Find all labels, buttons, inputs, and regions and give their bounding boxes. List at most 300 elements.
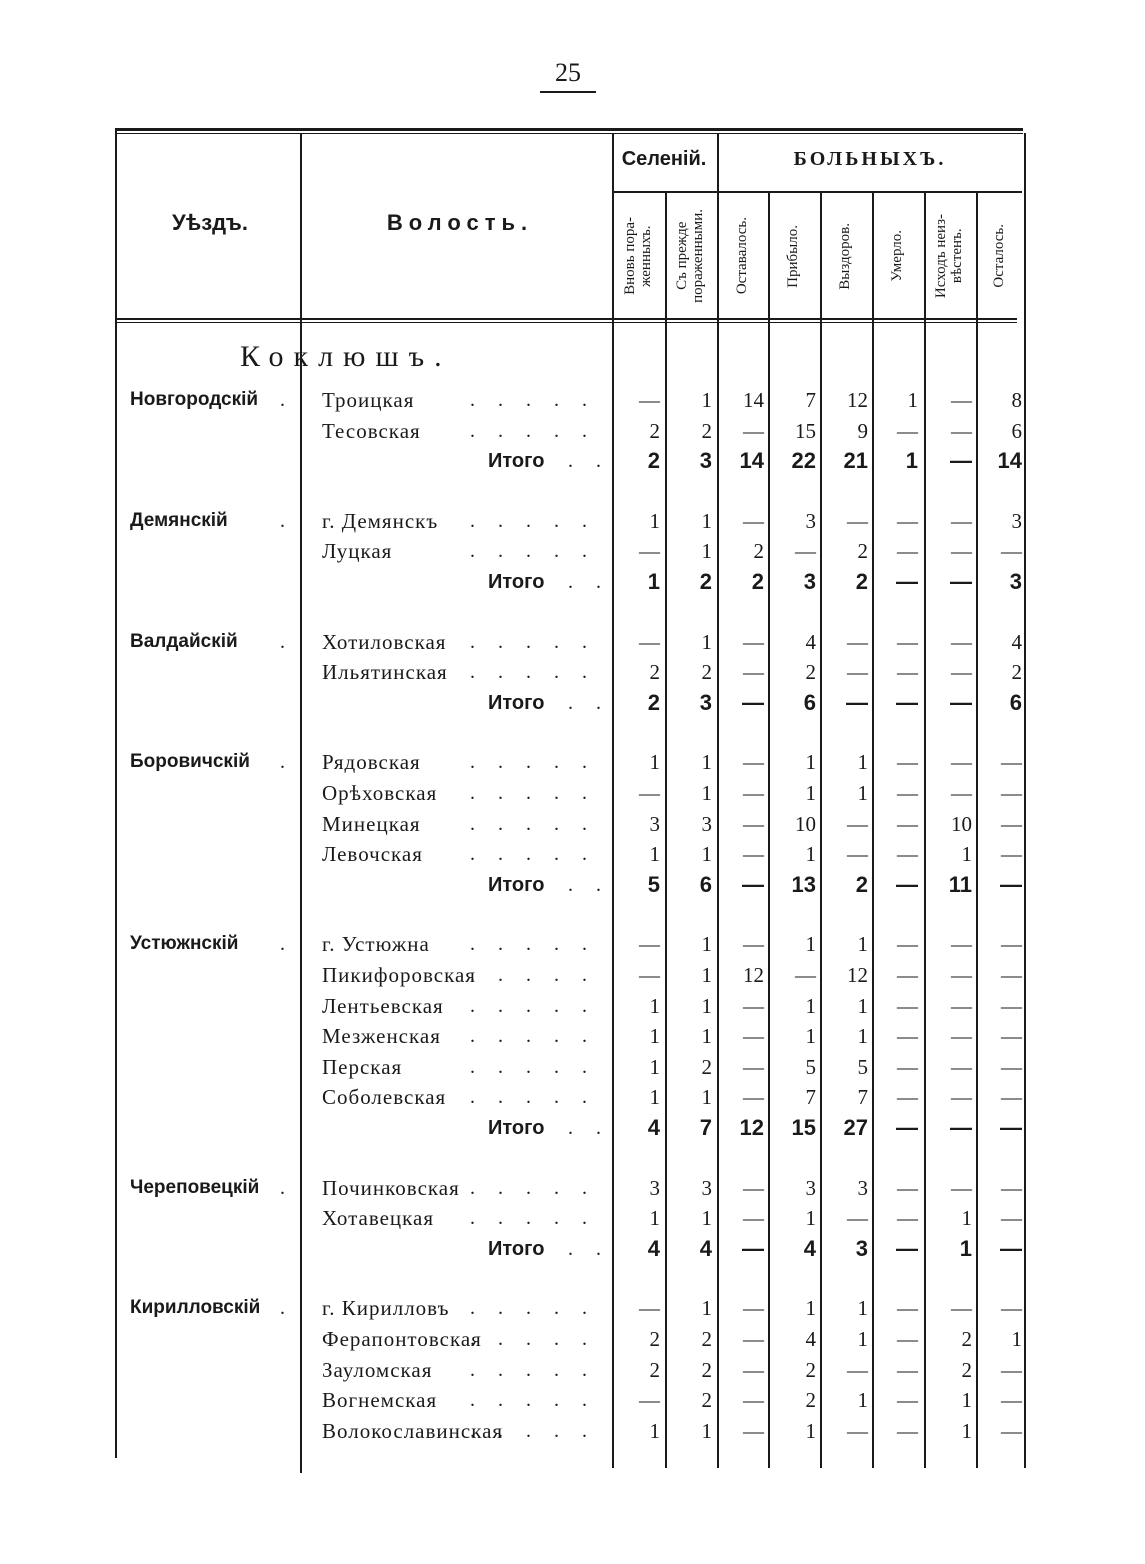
table-row [0,416,1145,446]
total-value-cell: — [742,689,764,715]
value-cell: 1 [649,1206,660,1231]
total-value-cell: — [1000,1115,1022,1140]
column-header [820,196,872,316]
value-cell: 4 [1011,629,1022,654]
value-cell: — [1001,1388,1022,1413]
value-cell: 1 [857,750,868,775]
total-value-cell: — [950,689,972,715]
total-value-cell: 3 [803,569,816,594]
value-cell: — [743,1327,764,1351]
value-cell: — [951,1175,972,1200]
value-cell: 1 [701,963,712,987]
total-label: Итого [488,450,545,473]
page-number: 25 [540,58,596,93]
table-row [0,1173,1145,1203]
value-cell: 2 [701,1327,712,1351]
value-cell: 1 [907,388,918,412]
section-title: Коклюшъ. [240,340,452,373]
value-cell: — [897,1327,918,1351]
value-cell: — [897,1206,918,1231]
value-cell: 1 [805,1418,816,1443]
value-cell: 1 [701,1085,712,1110]
total-label: Итого [488,571,545,593]
total-value-cell: 21 [843,448,868,474]
column-header-label: Съ прежде пораженными. [674,209,706,303]
value-cell: — [639,388,660,412]
value-cell: 12 [847,963,868,987]
leader-dots: . . . . . [470,812,596,835]
uezd-name: Устюжнскій [130,933,239,955]
total-value-cell: 5 [647,871,660,897]
leader-dots: . . . . . [470,509,596,532]
value-cell: 12 [847,388,868,412]
table-row [0,506,1145,536]
leader-dots: . . . . . [470,1176,596,1199]
table-row [0,1021,1145,1051]
value-cell: 1 [961,1206,972,1231]
value-cell: 8 [1011,388,1022,412]
value-cell: 1 [701,1206,712,1231]
value-cell: 2 [1011,660,1022,685]
value-cell: 2 [961,1357,972,1382]
total-value-cell: — [742,871,764,897]
value-cell: 1 [701,388,712,412]
top-rule-thin [115,133,1023,134]
value-cell: 1 [701,750,712,775]
value-cell: 2 [701,1357,712,1382]
value-cell: — [743,1054,764,1079]
value-cell: 1 [701,842,712,867]
value-cell: — [639,932,660,957]
value-cell: 1 [649,750,660,775]
total-value-cell: 15 [791,1115,816,1140]
table-row [0,1203,1145,1233]
total-value-cell: 4 [647,1235,660,1261]
volost-name: Соболевская [322,1085,447,1110]
value-cell: — [897,539,918,564]
column-header-label: Умерло. [889,230,906,282]
column-header [768,196,820,316]
volost-name: г. Демянскъ [322,508,439,533]
volost-name: Перская [322,1054,403,1079]
column-header [872,196,924,316]
table-row [0,1324,1145,1354]
value-cell: — [1001,1054,1022,1079]
value-cell: 1 [649,1024,660,1049]
total-value-cell: 4 [647,1115,660,1140]
total-value-cell: — [896,569,918,594]
total-value-cell: 14 [739,448,764,474]
value-cell: 3 [857,1175,868,1200]
total-value-cell: 13 [791,871,816,897]
value-cell: 14 [743,388,764,412]
leader-dot: . [280,1297,285,1320]
value-cell: 3 [1011,508,1022,533]
leader-dot: . [280,509,285,532]
value-cell: 3 [805,508,816,533]
value-cell: — [897,963,918,987]
total-value-cell: 14 [997,448,1022,474]
value-cell: — [743,418,764,443]
value-cell: 6 [1011,418,1022,443]
value-cell: — [795,539,816,564]
table-row [0,1052,1145,1082]
value-cell: — [897,508,918,533]
total-value-cell: 27 [843,1115,868,1140]
value-cell: — [743,660,764,685]
total-value-cell: — [950,448,972,474]
leader-dots: . . . . . [470,1025,596,1048]
leader-dots: . . . . . [470,1419,596,1442]
uezd-column-header: Уѣздъ. [172,210,248,235]
value-cell: — [897,1024,918,1049]
leader-dots: . . . . . [470,751,596,774]
total-value-cell: 4 [699,1235,712,1261]
value-cell: 1 [701,1418,712,1443]
value-cell: — [1001,993,1022,1018]
volost-name: Починковская [322,1175,460,1200]
value-cell: 1 [1011,1327,1022,1351]
column-header-label: Осталось. [991,224,1008,288]
value-cell: 5 [857,1054,868,1079]
value-cell: 9 [857,418,868,443]
value-cell: 1 [701,629,712,654]
uezd-name: Боровичскій [130,751,250,773]
total-value-cell: 2 [751,569,764,594]
value-cell: — [951,629,972,654]
total-value-cell: 2 [647,448,660,474]
volost-name: г. Кирилловъ [322,1296,450,1321]
value-cell: — [1001,1296,1022,1321]
value-cell: 2 [753,539,764,564]
value-cell: — [743,1085,764,1110]
uezd-name: Кирилловскій [130,1297,261,1319]
value-cell: 1 [961,1388,972,1413]
value-cell: — [897,750,918,775]
value-cell: — [1001,539,1022,564]
value-cell: 1 [857,993,868,1018]
column-header [717,196,768,316]
total-value-cell: 2 [699,569,712,594]
value-cell: 1 [701,932,712,957]
leader-dots: . . . . . [470,782,596,804]
volost-name: Хотавецкая [322,1206,435,1231]
value-cell: — [1001,963,1022,987]
column-header [612,196,665,316]
value-cell: — [743,1206,764,1231]
value-cell: — [743,1024,764,1049]
total-value-cell: 2 [855,569,868,594]
value-cell: — [897,993,918,1018]
value-cell: — [897,811,918,836]
total-value-cell: 1 [959,1235,972,1261]
total-value-cell: 6 [1009,689,1022,715]
value-cell: 2 [805,660,816,685]
value-cell: 2 [701,1388,712,1413]
value-cell: — [897,629,918,654]
value-cell: 4 [805,629,816,654]
value-cell: — [639,1296,660,1321]
value-cell: 2 [701,1054,712,1079]
value-cell: — [897,660,918,685]
leader-dots: . . . . . [470,419,596,442]
volost-name: Минецкая [322,811,421,836]
value-cell: 7 [805,388,816,412]
total-value-cell: 7 [699,1115,712,1140]
value-cell: — [1001,1418,1022,1443]
value-cell: — [847,1418,868,1443]
value-cell: — [951,1085,972,1110]
value-cell: 3 [649,1175,660,1200]
value-cell: 1 [805,1024,816,1049]
header-bottom-rule-2 [115,322,1017,323]
value-cell: — [897,1357,918,1382]
total-value-cell: 11 [948,871,972,897]
value-cell: 2 [649,1327,660,1351]
uezd-name: Новгородскій [130,389,259,410]
leader-dot: . [280,389,285,411]
column-header-label: Прибыло. [785,224,802,288]
volost-name: Ферапонтовская [322,1327,482,1351]
leader-dots: . . . . . [470,1328,596,1350]
volost-name: Левочская [322,842,423,867]
value-cell: 1 [805,750,816,775]
table-row [0,778,1145,808]
value-cell: 1 [701,508,712,533]
value-cell: 3 [701,1175,712,1200]
uezd-name: Валдайскій [130,630,238,652]
value-cell: 1 [701,781,712,805]
value-cell: 7 [805,1085,816,1110]
value-cell: — [1001,1206,1022,1231]
value-cell: — [951,750,972,775]
value-cell: — [639,963,660,987]
total-value-cell: — [1000,871,1022,897]
value-cell: — [951,1024,972,1049]
leader-dots: . . . . . [470,661,596,684]
value-cell: 1 [857,781,868,805]
volost-name: Хотиловская [322,629,447,654]
column-header-label: Исходъ неиз- вѣстенъ. [933,213,965,299]
volost-name: Лентьевская [322,993,444,1018]
value-cell: — [897,1054,918,1079]
value-cell: — [639,1388,660,1413]
leader-dots: . . . . . [470,540,596,563]
value-cell: — [897,781,918,805]
total-label: Итого [488,1237,545,1260]
volost-name: Луцкая [322,539,393,564]
table-row [0,385,1145,415]
value-cell: 2 [649,1357,660,1382]
value-cell: — [1001,932,1022,957]
value-cell: 1 [961,1418,972,1443]
leader-dot: . [280,933,285,956]
volost-name: Троицкая [322,388,415,412]
value-cell: — [743,1357,764,1382]
value-cell: — [847,842,868,867]
value-cell: — [743,750,764,775]
value-cell: 1 [857,932,868,957]
total-value-cell: 1 [905,448,918,474]
leader-dots: . . . . . [470,1086,596,1109]
total-value-cell: — [846,689,868,715]
value-cell: 2 [805,1357,816,1382]
value-cell: — [1001,811,1022,836]
leader-dots: . . . . . [470,1207,596,1230]
value-cell: — [897,1175,918,1200]
total-value-cell: — [896,871,918,897]
value-cell: — [743,1175,764,1200]
value-cell: — [1001,1024,1022,1049]
total-value-cell: 6 [803,689,816,715]
total-value-cell: 1 [647,569,660,594]
value-cell: — [743,993,764,1018]
leader-dots: . . . . . [470,389,596,411]
table-row [0,1385,1145,1415]
value-cell: 1 [805,842,816,867]
value-cell: — [951,963,972,987]
value-cell: — [897,842,918,867]
total-value-cell: — [950,1115,972,1140]
value-cell: 1 [701,993,712,1018]
value-cell: 2 [805,1388,816,1413]
leader-dots: . . . . . [470,1055,596,1078]
volost-name: Рядовская [322,750,421,775]
value-cell: — [743,508,764,533]
value-cell: 1 [857,1024,868,1049]
leader-dots: . . [568,450,610,473]
value-cell: — [897,1418,918,1443]
column-header-label: Вновь пора- женныхъ. [621,217,654,295]
value-cell: — [847,660,868,685]
value-cell: — [951,993,972,1018]
leader-dots: . . . . . [470,1389,596,1412]
value-cell: 1 [649,1418,660,1443]
total-row [0,567,1145,597]
column-header [665,196,717,316]
total-row [0,688,1145,718]
villages-group-header: Селеній. [621,148,707,170]
table-row [0,991,1145,1021]
leader-dots: . . [568,571,610,593]
value-cell: — [743,629,764,654]
total-label: Итого [488,691,545,714]
value-cell: 3 [805,1175,816,1200]
value-cell: — [847,811,868,836]
total-label: Итого [488,873,545,896]
total-value-cell: — [1000,1235,1022,1261]
leader-dots: . . . . . [470,1297,596,1320]
value-cell: 1 [857,1296,868,1321]
value-cell: 1 [805,993,816,1018]
value-cell: 1 [857,1327,868,1351]
table-row [0,839,1145,869]
leader-dots: . . [568,691,610,714]
table-row [0,960,1145,990]
value-cell: — [1001,1357,1022,1382]
volost-name: Орѣховская [322,781,438,805]
volost-name: г. Устюжна [322,932,430,957]
table-row [0,1355,1145,1385]
table-row [0,657,1145,687]
value-cell: 1 [701,1024,712,1049]
value-cell: 2 [701,660,712,685]
value-cell: — [951,1296,972,1321]
value-cell: — [743,781,764,805]
value-cell: 3 [649,811,660,836]
total-value-cell: 6 [699,871,712,897]
total-value-cell: 3 [855,1235,868,1261]
value-cell: — [743,1418,764,1443]
table-row [0,809,1145,839]
leader-dots: . . [568,1117,610,1139]
value-cell: — [743,842,764,867]
table-row [0,627,1145,657]
leader-dots: . . . . . [470,843,596,866]
value-cell: 1 [649,1054,660,1079]
value-cell: — [951,388,972,412]
value-cell: — [639,781,660,805]
table-row [0,1416,1145,1446]
value-cell: — [897,1296,918,1321]
header-bottom-rule [115,318,1017,320]
value-cell: 1 [649,993,660,1018]
value-cell: — [795,963,816,987]
total-value-cell: 22 [791,448,816,474]
column-header [924,196,976,316]
value-cell: 1 [649,508,660,533]
total-row [0,1113,1145,1143]
value-cell: 2 [649,660,660,685]
value-cell: 4 [805,1327,816,1351]
value-cell: 7 [857,1085,868,1110]
value-cell: 1 [805,1206,816,1231]
leader-dot: . [280,630,285,653]
value-cell: 1 [961,842,972,867]
table-row [0,536,1145,566]
volost-name: Пикифоровская [322,963,476,987]
value-cell: — [743,1296,764,1321]
uezd-name: Демянскій [130,509,228,531]
total-value-cell: — [742,1235,764,1261]
leader-dot: . [280,1176,285,1199]
value-cell: 2 [961,1327,972,1351]
volost-name: Ильятинская [322,660,448,685]
total-value-cell: 3 [1009,569,1022,594]
leader-dots: . . [568,873,610,896]
leader-dots: . . [568,1237,610,1260]
value-cell: — [1001,1175,1022,1200]
volost-name: Зауломская [322,1357,433,1382]
value-cell: 1 [701,539,712,564]
total-value-cell: 12 [739,1115,764,1140]
column-header [976,196,1024,316]
value-cell: 2 [701,418,712,443]
total-value-cell: — [896,689,918,715]
value-cell: — [1001,781,1022,805]
value-cell: — [951,508,972,533]
table-row [0,1293,1145,1323]
total-value-cell: 4 [803,1235,816,1261]
volost-name: Тесовская [322,418,421,443]
leader-dot: . [280,751,285,774]
total-value-cell: — [950,569,972,594]
value-cell: — [951,1054,972,1079]
value-cell: 1 [649,842,660,867]
value-cell: 2 [857,539,868,564]
value-cell: 2 [649,418,660,443]
value-cell: — [847,508,868,533]
